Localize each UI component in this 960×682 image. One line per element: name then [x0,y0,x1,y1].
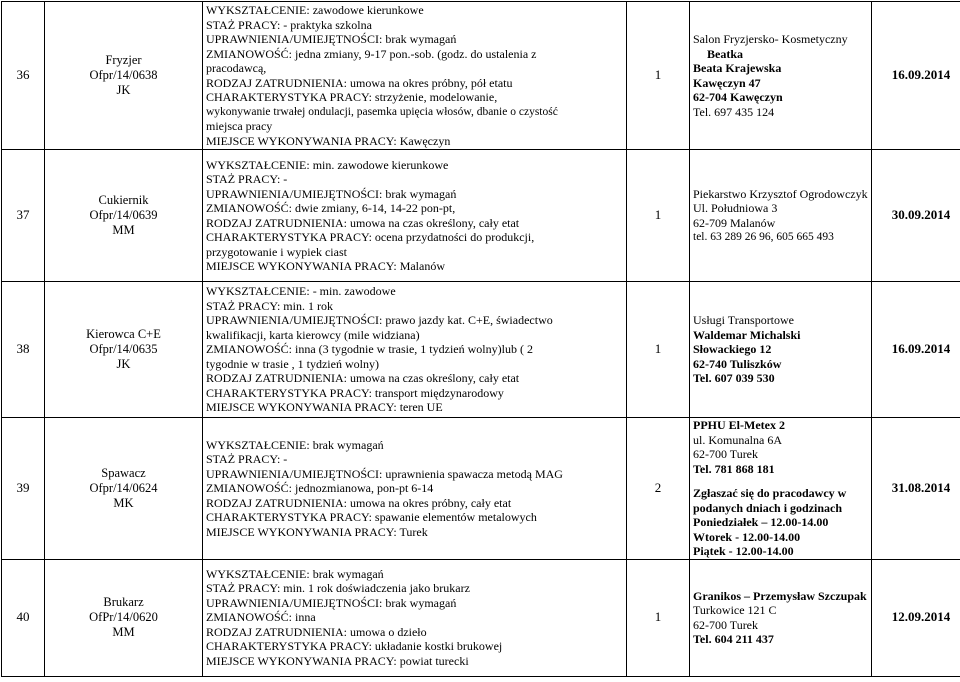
job-title: Fryzjer [45,53,202,68]
employer-address: Ul. Południowa 3 [693,201,868,216]
agent-initials: JK [45,83,202,98]
experience: STAŻ PRACY: - [206,172,623,187]
row-number: 38 [2,282,45,418]
employer-phone: Tel. 604 211 437 [693,632,868,647]
employer-name: Usługi Transportowe [693,313,868,328]
qualifications: UPRAWNIENIA/UMIEJĘTNOŚCI: uprawnienia spawacza metodą MAG [206,467,623,482]
employer-postal: 62-740 Tuliszków [693,357,868,372]
education: WYKSZTAŁCENIE: min. zawodowe kierunkowe [206,158,623,173]
employer-cell [690,418,872,560]
row-number: 36 [2,2,45,150]
employer-address: ul. Komunalna 6A [693,433,868,448]
expiry-date: 16.09.2014 [872,2,960,150]
experience: STAŻ PRACY: min. 1 rok [206,299,623,314]
job-cell [45,282,203,418]
hours-monday: Poniedziałek – 12.00-14.00 [693,515,868,530]
offer-code: Ofpr/14/0638 [45,68,202,83]
qualifications: UPRAWNIENIA/UMIEJĘTNOŚCI: prawo jazdy kat. C+E, świadectwo [206,313,623,328]
table-row [2,418,960,560]
hours-tuesday: Wtorek - 12.00-14.00 [693,530,868,545]
employer-phone: tel. 63 289 26 96, 605 665 493 [693,230,868,245]
offer-code: OfPr/14/0620 [45,610,202,625]
job-offers-table [1,1,960,677]
job-characteristics: CHARAKTERYSTYKA PRACY: spawanie elementów metalowych [206,510,623,525]
employer-phone: Tel. 697 435 124 [693,105,868,120]
job-characteristics-cont: wykonywanie trwałej ondulacji, pasemka upięcia włosów, dbanie o czystość [206,105,623,120]
shifts-cont: tygodnie w trasie , 1 tydzień wolny) [206,357,623,372]
job-characteristics: CHARAKTERYSTYKA PRACY: układanie kostki brukowej [206,639,623,654]
employer-postal: 62-709 Malanów [693,216,868,231]
shifts: ZMIANOWOŚĆ: inna [206,610,623,625]
education: WYKSZTAŁCENIE: brak wymagań [206,438,623,453]
employer-cell [690,282,872,418]
employment-type: RODZAJ ZATRUDNIENIA: umowa na okres próbny, pół etatu [206,76,623,91]
vacancy-count: 1 [627,150,690,282]
employer-owner: Waldemar Michalski [693,328,868,343]
offer-code: Ofpr/14/0635 [45,342,202,357]
description-cell [203,282,627,418]
job-cell [45,150,203,282]
agent-initials: MK [45,496,202,511]
work-location: MIEJSCE WYKONYWANIA PRACY: Malanów [206,259,623,274]
experience: STAŻ PRACY: - praktyka szkolna [206,18,623,33]
hours-friday: Piątek - 12.00-14.00 [693,544,868,559]
job-characteristics: CHARAKTERYSTYKA PRACY: ocena przydatności do produkcji, [206,230,623,245]
shifts-cont: pracodawcą, [206,61,623,76]
qualifications-cont: kwalifikacji, karta kierowcy (mile widziana) [206,328,623,343]
description-cell [203,150,627,282]
employer-brand: Beatka [693,47,868,62]
agent-initials: JK [45,357,202,372]
vacancy-count: 1 [627,282,690,418]
row-number: 39 [2,418,45,560]
experience: STAŻ PRACY: min. 1 rok doświadczenia jako brukarz [206,581,623,596]
experience: STAŻ PRACY: - [206,452,623,467]
offer-code: Ofpr/14/0624 [45,481,202,496]
table-row [2,2,960,150]
employer-cell [690,559,872,676]
education: WYKSZTAŁCENIE: - min. zawodowe [206,284,623,299]
description-cell [203,418,627,560]
shifts: ZMIANOWOŚĆ: jedna zmiany, 9-17 pon.-sob. (godz. do ustalenia z [206,47,623,62]
agent-initials: MM [45,625,202,640]
work-location: MIEJSCE WYKONYWANIA PRACY: teren UE [206,400,623,415]
employment-type: RODZAJ ZATRUDNIENIA: umowa na czas określony, cały etat [206,371,623,386]
shifts: ZMIANOWOŚĆ: inna (3 tygodnie w trasie, 1 tydzień wolny)lub ( 2 [206,342,623,357]
employer-postal: 62-700 Turek [693,447,868,462]
qualifications: UPRAWNIENIA/UMIEJĘTNOŚCI: brak wymagań [206,187,623,202]
work-location: MIEJSCE WYKONYWANIA PRACY: powiat turecki [206,654,623,669]
employer-cell [690,150,872,282]
work-location: MIEJSCE WYKONYWANIA PRACY: Kawęczyn [206,134,623,149]
job-title: Kierowca C+E [45,327,202,342]
table-row [2,559,960,676]
employer-owner: Beata Krajewska [693,61,868,76]
employment-type: RODZAJ ZATRUDNIENIA: umowa na czas określony, cały etat [206,216,623,231]
table-row [2,282,960,418]
contact-instructions: Zgłaszać się do pracodawcy w podanych dniach i godzinach [693,486,868,515]
qualifications: UPRAWNIENIA/UMIEJĘTNOŚCI: brak wymagań [206,596,623,611]
vacancy-count: 2 [627,418,690,560]
employer-name: PPHU El-Metex 2 [693,418,868,433]
employment-type: RODZAJ ZATRUDNIENIA: umowa o dzieło [206,625,623,640]
vacancy-count: 1 [627,559,690,676]
employer-phone: Tel. 781 868 181 [693,462,868,477]
row-number: 37 [2,150,45,282]
employer-address: Kawęczyn 47 [693,76,868,91]
spacer [693,476,868,486]
employer-name: Salon Fryzjersko- Kosmetyczny [693,32,868,47]
job-cell [45,559,203,676]
expiry-date: 31.08.2014 [872,418,960,560]
job-characteristics-cont: przygotowanie i wypiek ciast [206,245,623,260]
description-cell [203,2,627,150]
employer-postal: 62-704 Kawęczyn [693,90,868,105]
job-title: Spawacz [45,466,202,481]
table-row [2,150,960,282]
education: WYKSZTAŁCENIE: brak wymagań [206,567,623,582]
job-characteristics-cont2: miejsca pracy [206,119,623,134]
employer-address: Słowackiego 12 [693,342,868,357]
education: WYKSZTAŁCENIE: zawodowe kierunkowe [206,3,623,18]
employer-phone: Tel. 607 039 530 [693,371,868,386]
employer-name: Granikos – Przemysław Szczupak [693,589,868,604]
expiry-date: 30.09.2014 [872,150,960,282]
employer-address: Turkowice 121 C [693,603,868,618]
job-characteristics: CHARAKTERYSTYKA PRACY: strzyżenie, modelowanie, [206,90,623,105]
vacancy-count: 1 [627,2,690,150]
job-cell [45,418,203,560]
offer-code: Ofpr/14/0639 [45,208,202,223]
employer-cell [690,2,872,150]
employer-postal: 62-700 Turek [693,618,868,633]
work-location: MIEJSCE WYKONYWANIA PRACY: Turek [206,525,623,540]
job-cell [45,2,203,150]
job-characteristics: CHARAKTERYSTYKA PRACY: transport międzynarodowy [206,386,623,401]
qualifications: UPRAWNIENIA/UMIEJĘTNOŚCI: brak wymagań [206,32,623,47]
job-title: Cukiernik [45,193,202,208]
employer-name: Piekarstwo Krzysztof Ogrodowczyk [693,187,868,202]
agent-initials: MM [45,223,202,238]
row-number: 40 [2,559,45,676]
description-cell [203,559,627,676]
job-title: Brukarz [45,595,202,610]
expiry-date: 16.09.2014 [872,282,960,418]
shifts: ZMIANOWOŚĆ: dwie zmiany, 6-14, 14-22 pon-pt, [206,201,623,216]
employment-type: RODZAJ ZATRUDNIENIA: umowa na okres próbny, cały etat [206,496,623,511]
expiry-date: 12.09.2014 [872,559,960,676]
shifts: ZMIANOWOŚĆ: jednozmianowa, pon-pt 6-14 [206,481,623,496]
